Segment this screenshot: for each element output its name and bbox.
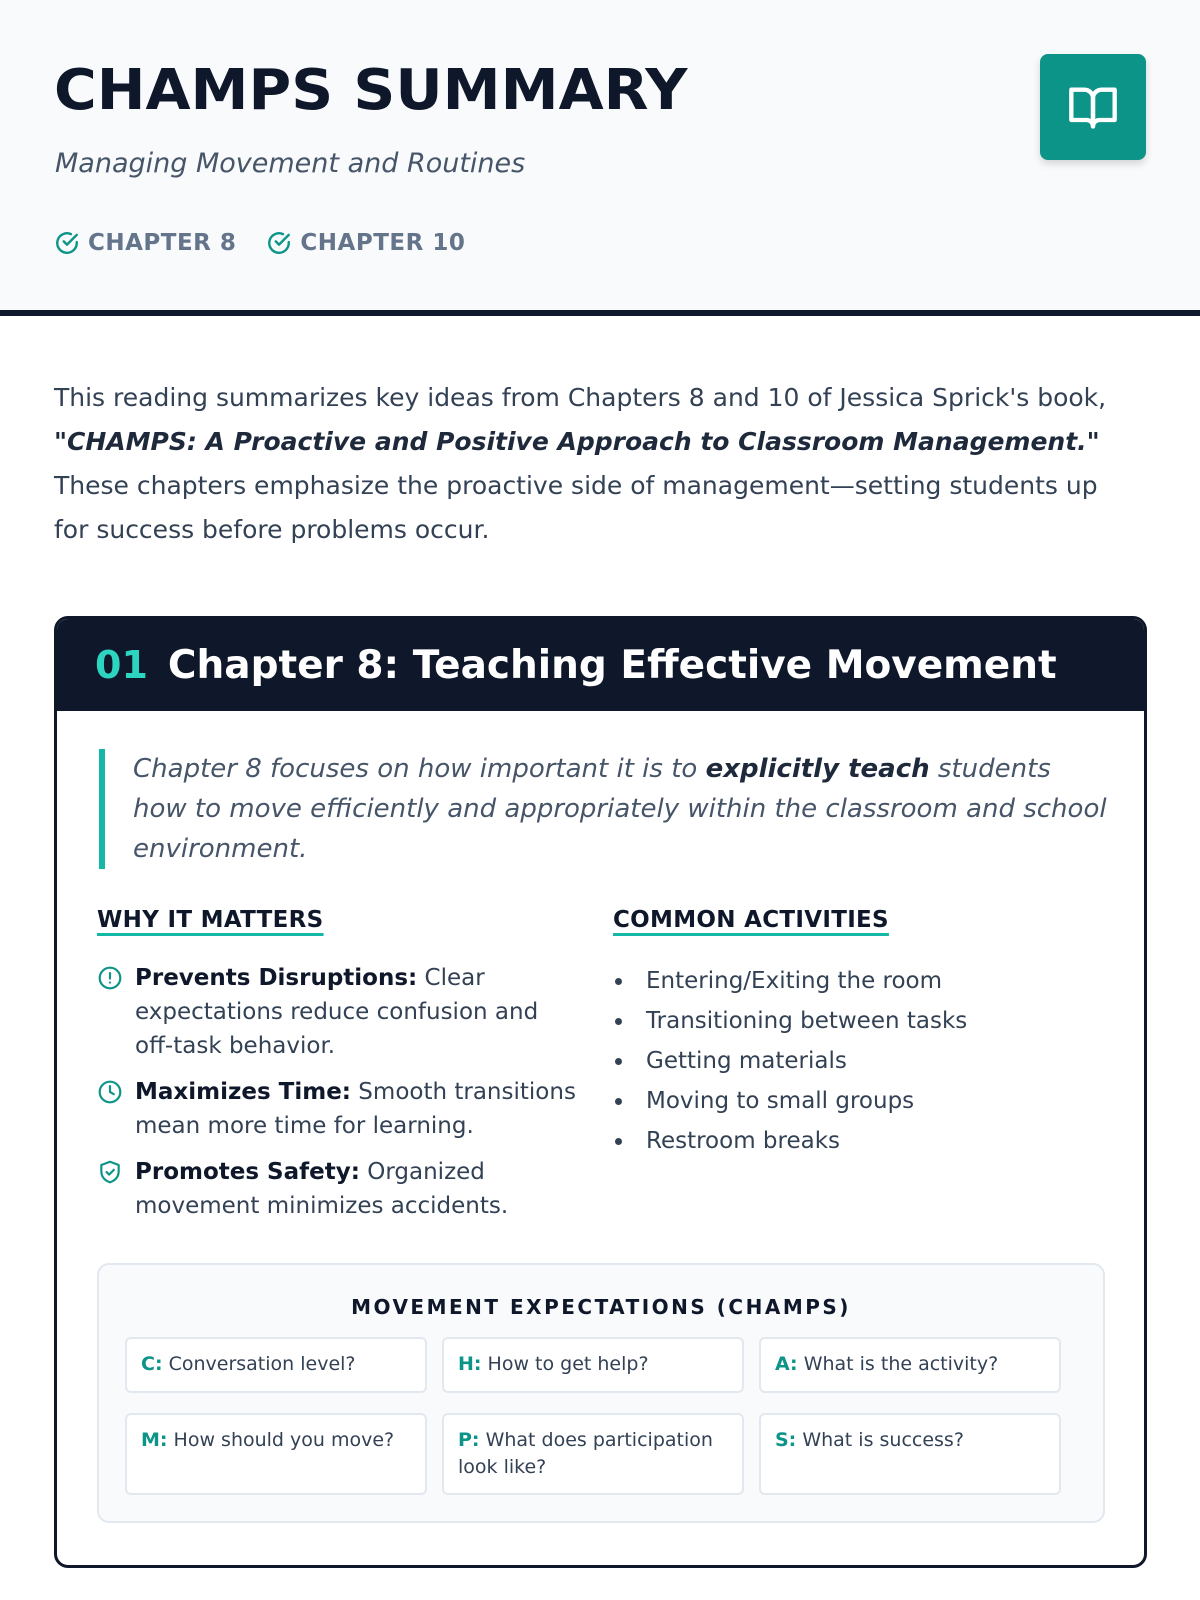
list-item [97,1155,577,1223]
champs-item [442,1337,744,1393]
champs-text: What does participation look like? [458,1429,713,1478]
champs-key: S: [775,1429,797,1451]
chapter-tag-label: CHAPTER 8 [88,230,237,256]
why-list [97,961,577,1235]
list-item: Restroom breaks [613,1121,1093,1161]
chapter-tag [266,230,465,256]
why-item-desc: Clear expectations reduce confusion and off-task behavior. [135,965,539,1059]
card-header [57,619,1144,711]
why-heading: WHY IT MATTERS [97,907,324,933]
list-item: Moving to small groups [613,1081,1093,1121]
quote-emphasis: explicitly teach [705,754,930,784]
intro-text: These chapters emphasize the proactive side of management—setting students up for success before problems occur. [54,471,1098,544]
champs-text: What is the activity? [797,1353,999,1375]
champs-key: C: [141,1353,163,1375]
check-circle-icon [54,230,80,256]
champs-text: What is success? [796,1429,964,1451]
champs-text: How to get help? [481,1353,649,1375]
why-item-text [135,961,577,1063]
champs-key: H: [458,1353,482,1375]
chapter-quote [99,749,1109,869]
chapter-tag [54,230,236,256]
champs-key: M: [141,1429,168,1451]
intro-paragraph [54,376,1134,552]
section-title: Chapter 8: Teaching Effective Movement [167,642,1057,688]
list-item [97,1075,577,1143]
chapter-tags [54,230,465,256]
book-title: "CHAMPS: A Proactive and Positive Approach to Classroom Management." [54,427,1100,456]
champs-key: A: [775,1353,798,1375]
activities-list [613,961,1093,1161]
why-item-desc: Organized movement minimizes accidents. [135,1159,509,1219]
champs-expectations-panel [97,1263,1105,1523]
chapter-tag-label: CHAPTER 10 [300,230,466,256]
champs-key: P: [458,1429,480,1451]
alert-circle-icon [97,965,123,991]
page-title: CHAMPS SUMMARY [54,58,688,123]
why-item-desc: Smooth transitions mean more time for learning. [135,1079,576,1139]
champs-text: How should you move? [167,1429,395,1451]
why-item-label: Promotes Safety: [135,1159,360,1185]
quote-text: students how to move efficiently and appropriately within the classroom and school environment. [133,754,1107,864]
champs-text: Conversation level? [162,1353,356,1375]
champs-item [125,1337,427,1393]
list-item [97,961,577,1063]
section-number: 01 [95,643,148,687]
champs-item [759,1413,1061,1495]
list-item: Entering/Exiting the room [613,961,1093,1001]
champs-item [442,1413,744,1495]
why-item-label: Prevents Disruptions: [135,965,418,991]
champs-item [759,1337,1061,1393]
champs-item [125,1413,427,1495]
quote-text: Chapter 8 focuses on how important it is to [133,754,706,784]
why-item-text [135,1155,577,1223]
why-item-label: Maximizes Time: [135,1079,351,1105]
champs-title: MOVEMENT EXPECTATIONS (CHAMPS) [351,1295,851,1319]
book-button[interactable] [1040,54,1146,160]
list-item: Getting materials [613,1041,1093,1081]
clock-icon [97,1079,123,1105]
check-circle-icon [266,230,292,256]
intro-text: This reading summarizes key ideas from Chapters 8 and 10 of Jessica Sprick's book, [54,383,1107,412]
page-header [0,0,1200,316]
list-item: Transitioning between tasks [613,1001,1093,1041]
chapter-8-card [54,616,1147,1568]
shield-check-icon [97,1159,123,1185]
why-item-text [135,1075,577,1143]
activities-heading: COMMON ACTIVITIES [613,907,889,933]
page-subtitle: Managing Movement and Routines [55,148,526,179]
book-open-icon [1067,81,1119,133]
